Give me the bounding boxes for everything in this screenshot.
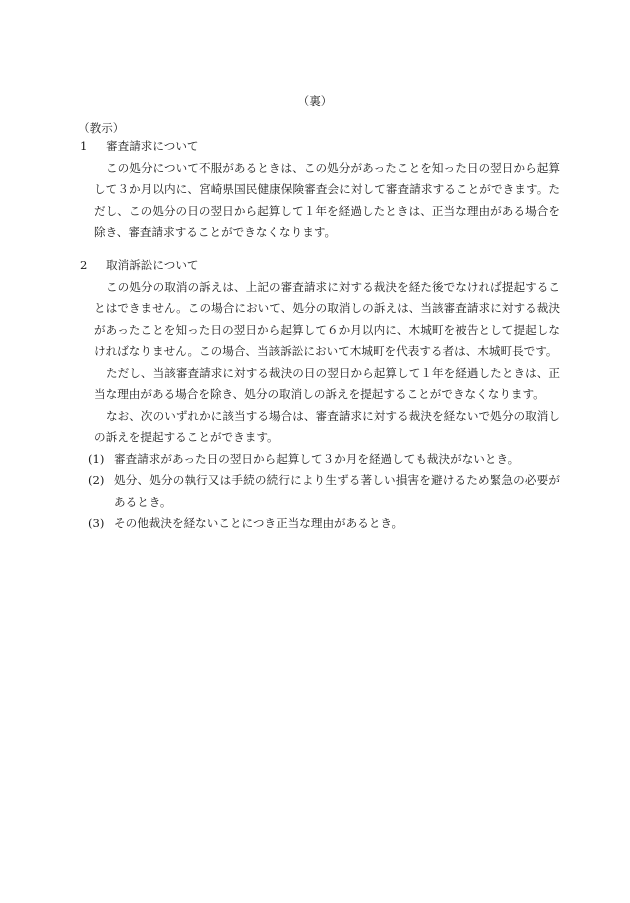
section-number: 2 <box>80 258 88 272</box>
item-number: (2) <box>88 473 105 487</box>
item-text: 審査請求があった日の翌日から起算して３か月を経過しても裁決がないとき。 <box>114 451 520 466</box>
section-revocation-suit <box>80 255 560 535</box>
list-item <box>88 513 560 535</box>
section-review-request <box>80 136 560 244</box>
item-number: (3) <box>88 516 105 530</box>
section-heading <box>80 255 560 277</box>
notice-label: （教示） <box>78 121 125 135</box>
section-number: 1 <box>80 139 88 153</box>
list-item <box>88 449 560 471</box>
back-side-label: （裏） <box>297 94 333 108</box>
list-item <box>88 470 560 513</box>
paragraph: この処分について不服があるときは、この処分があったことを知った日の翌日から起算して３か月以内に、宮崎県国民健康保険審査会に対して審査請求することができます。ただし、この処分の日の翌日から起算して１年を経過したときは、正当な理由がある場合を除き、審査請求することができなくなります。 <box>94 160 560 239</box>
item-text: 処分、処分の執行又は手続の続行により生ずる著しい損害を避けるため緊急の必要があるとき。 <box>114 473 560 509</box>
condition-list <box>88 449 560 535</box>
paragraph: ただし、当該審査請求に対する裁決の日の翌日から起算して１年を経過したときは、正当な理由がある場合を除き、処分の取消しの訴えを提起することができなくなります。 <box>94 365 560 401</box>
item-number: (1) <box>88 451 105 466</box>
item-text: その他裁決を経ないことにつき正当な理由があるとき。 <box>114 516 404 530</box>
section-title: 取消訴訟について <box>106 258 199 272</box>
section-title: 審査請求について <box>106 139 199 153</box>
paragraph: この処分の取消の訴えは、上記の審査請求に対する裁決を経た後でなければ提起することはできません。この場合において、処分の取消しの訴えは、当該審査請求に対する裁決があったことを知った日の翌日から起算して６か月以内に、木城町を被告として提起しなければなりません。この場合、当該訴訟において木城町を代表する者は、木城町長です。 <box>94 279 560 358</box>
section-heading <box>80 136 560 158</box>
paragraph: なお、次のいずれかに該当する場合は、審査請求に対する裁決を経ないで処分の取消しの訴えを提起することができます。 <box>94 408 560 444</box>
